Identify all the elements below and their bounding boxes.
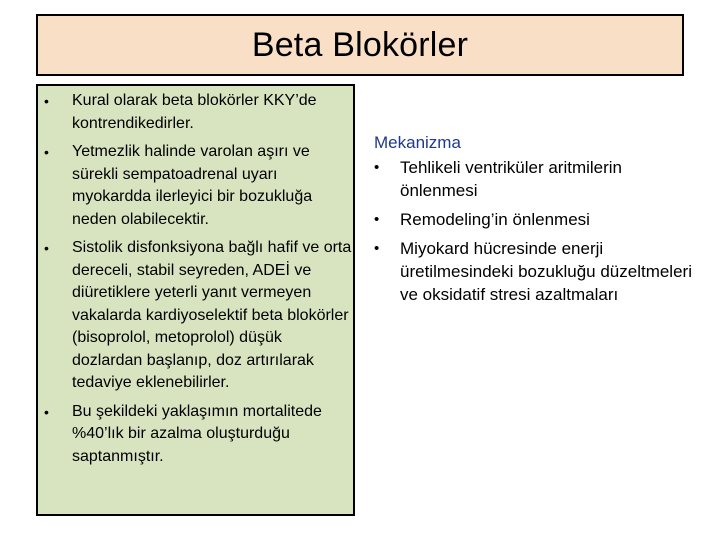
mechanism-bullet-item (374, 237, 704, 306)
mechanism-bullet-text: Tehlikeli ventriküler aritmilerin önlenmesi (400, 158, 623, 200)
left-bullet-text: Yetmezlik halinde varolan aşırı ve sürekli sempatoadrenal uyarı myokardda ilerleyici bir bozukluğa neden olabilecektir. (72, 143, 313, 228)
bullet-icon: • (374, 240, 380, 257)
left-bullet-list (38, 86, 353, 468)
mechanism-bullet-text: Miyokard hücresinde enerji üretilmesindeki bozukluğu düzeltmeleri ve oksidatif stresi azaltmaları (400, 239, 692, 304)
mechanism-heading: Mekanizma (374, 133, 461, 152)
left-bullet-text: Sistolik disfonksiyona bağlı hafif ve orta dereceli, stabil seyreden, ADEİ ve diüretiklere yeterli yanıt vermeyen vakalarda kardiyoselektif beta blokörler (bisoprolol, metoprolol) düşük dozlardan başlanıp, doz artırılarak tedaviye eklenebilirler. (72, 239, 352, 391)
mechanism-bullet-list (374, 156, 704, 306)
left-bullet-item (38, 90, 353, 135)
bullet-icon: • (374, 211, 380, 228)
bullet-icon: • (44, 403, 49, 420)
left-text-panel (36, 84, 355, 516)
mechanism-bullet-text: Remodeling’in önlenmesi (400, 210, 590, 229)
left-bullet-text: Bu şekildeki yaklaşımın mortalitede %40’lık bir azalma oluşturduğu saptanmıştır. (72, 402, 322, 465)
left-bullet-item (38, 237, 353, 395)
slide-title: Beta Blokörler (251, 25, 469, 64)
left-bullet-item (38, 141, 353, 231)
bullet-icon: • (44, 93, 49, 109)
bullet-icon: • (44, 240, 49, 256)
mechanism-section (374, 132, 704, 312)
mechanism-bullet-item (374, 208, 704, 231)
title-box (36, 14, 684, 76)
bullet-icon: • (374, 159, 380, 176)
bullet-icon: • (44, 144, 49, 160)
mechanism-bullet-item (374, 156, 704, 202)
left-bullet-text: Kural olarak beta blokörler KKY’de kontrendikedirler. (72, 92, 317, 132)
left-bullet-item (38, 401, 353, 469)
